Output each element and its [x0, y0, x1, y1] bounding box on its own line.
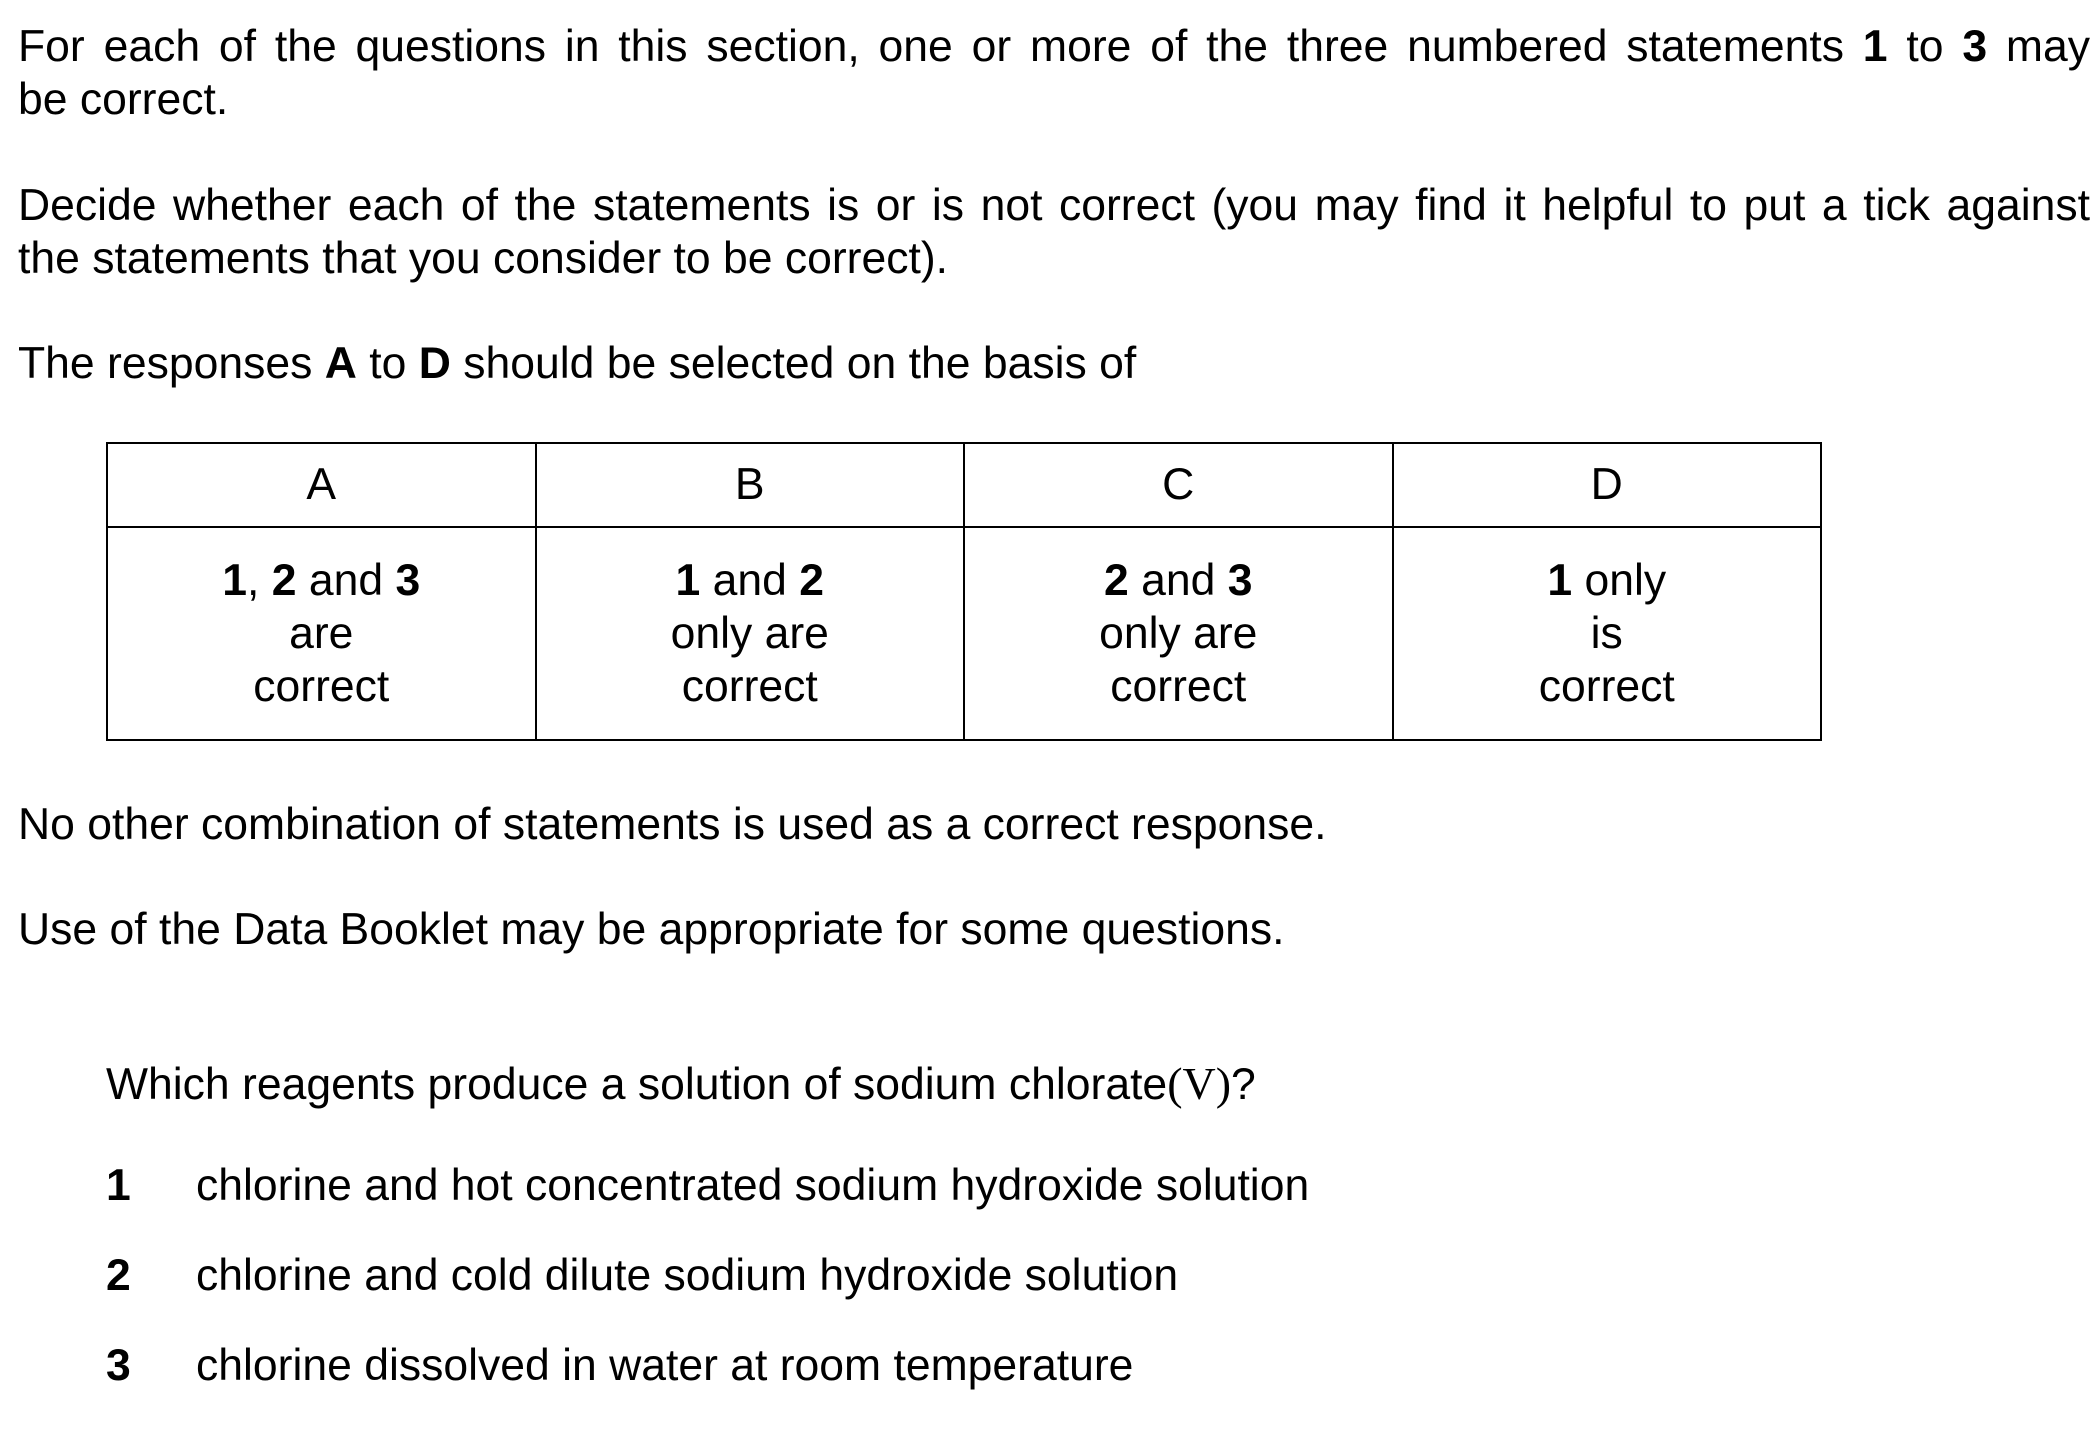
instruction-paragraph-3: The responses A to D should be selected on the basis of: [18, 339, 1137, 388]
question-text: Which reagents produce a solution of sodium chlorate(V)?: [106, 1058, 1256, 1109]
cell-line: 1 and 2: [675, 556, 824, 605]
table-header-row: [107, 443, 1821, 527]
response-cell-d: [1393, 527, 1822, 740]
statement-number: 1: [1862, 22, 1888, 71]
cell-line: correct: [1110, 662, 1247, 711]
statement-number: 3: [106, 1341, 131, 1390]
instruction-paragraph-4: No other combination of statements is used as a correct response.: [18, 800, 1327, 849]
oxidation-state: (V): [1167, 1058, 1232, 1109]
header-cell-c: C: [964, 443, 1393, 527]
cell-line: is: [1590, 609, 1623, 658]
response-letter: A: [324, 339, 357, 388]
statement-text: chlorine and hot concentrated sodium hydroxide solution: [196, 1161, 1310, 1210]
instruction-line: be correct.: [18, 75, 229, 124]
cell-line: 2 and 3: [1104, 556, 1253, 605]
cell-line: are: [289, 609, 354, 658]
statement-text: chlorine dissolved in water at room temperature: [196, 1341, 1134, 1390]
cell-line: only are: [670, 609, 829, 658]
response-letter: D: [418, 339, 451, 388]
responses-table: [106, 442, 1822, 741]
cell-line: 1, 2 and 3: [222, 556, 421, 605]
header-cell-d: D: [1393, 443, 1822, 527]
statement-number: 3: [1962, 22, 1988, 71]
response-cell-a: [107, 527, 536, 740]
cell-line: correct: [1538, 662, 1675, 711]
table-body-row: [107, 527, 1821, 740]
instruction-line: For each of the questions in this section, one or more of the three numbered statements 1 to 3 may: [18, 22, 2090, 71]
statement-text: chlorine and cold dilute sodium hydroxide solution: [196, 1251, 1179, 1300]
instruction-line: Decide whether each of the statements is or is not correct (you may find it helpful to put a tick against: [18, 181, 2090, 230]
instruction-paragraph-2: [18, 179, 2090, 285]
response-cell-c: [964, 527, 1393, 740]
statement-2: [106, 1249, 1178, 1302]
statement-3: [106, 1339, 1133, 1392]
header-cell-b: B: [536, 443, 965, 527]
statement-1: [106, 1159, 1309, 1212]
instruction-paragraph-1: [18, 20, 2090, 126]
cell-line: 1 only: [1547, 556, 1667, 605]
instruction-paragraph-5: Use of the Data Booklet may be appropriate for some questions.: [18, 905, 1285, 954]
cell-line: correct: [681, 662, 818, 711]
header-cell-a: A: [107, 443, 536, 527]
cell-line: correct: [253, 662, 390, 711]
cell-line: only are: [1099, 609, 1258, 658]
statement-number: 1: [106, 1161, 131, 1210]
instruction-line: the statements that you consider to be correct).: [18, 234, 949, 283]
statement-number: 2: [106, 1251, 131, 1300]
response-cell-b: [536, 527, 965, 740]
